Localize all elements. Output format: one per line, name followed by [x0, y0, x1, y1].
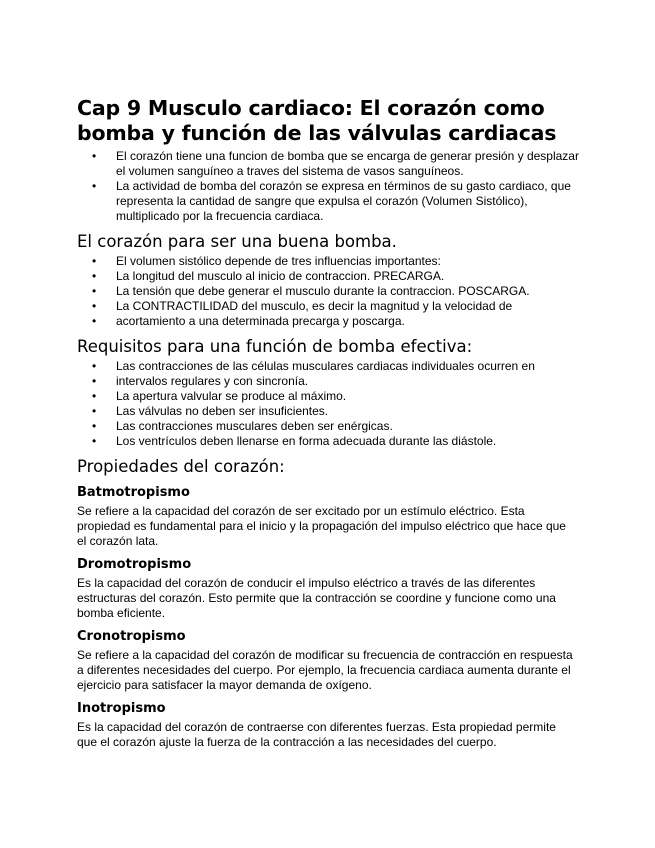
term-inotropismo: Inotropismo	[77, 701, 166, 716]
term-description: Se refiere a la capacidad del corazón de ser excitado por un estímulo eléctrico. Esta propiedad es fundamental para el inicio y la propagación del impulso eléctrico que hace que el corazón lata.	[77, 504, 566, 548]
term-description: Es la capacidad del corazón de conducir el impulso eléctrico a través de las diferentes estructuras del corazón. Esto permite que la contracción se coordine y funcione como una bomba eficiente.	[77, 576, 556, 620]
list-item: • acortamiento a una determinada precarga y poscarga.	[77, 314, 584, 329]
list-item: • Las contracciones de las células musculares cardiacas individuales ocurren en	[77, 359, 584, 374]
list-item: • Las válvulas no deben ser insuficientes.	[77, 404, 584, 419]
page-title: Cap 9 Musculo cardiaco: El corazón como bomba y función de las válvulas cardiacas	[77, 96, 557, 145]
list-item: • La tensión que debe generar el musculo durante la contraccion. POSCARGA.	[77, 284, 584, 299]
list-item: • El volumen sistólico depende de tres influencias importantes:	[77, 254, 584, 269]
list-item: • La longitud del musculo al inicio de contraccion. PRECARGA.	[77, 269, 584, 284]
section-heading-requisitos: Requisitos para una función de bomba efectiva:	[77, 337, 473, 356]
list-item: • La apertura valvular se produce al máximo.	[77, 389, 584, 404]
list-item: • El corazón tiene una funcion de bomba que se encarga de generar presión y desplazar el volumen sanguíneo a traves del sistema de vasos sanguíneos.	[77, 149, 584, 179]
term-dromotropismo: Dromotropismo	[77, 557, 192, 572]
list-item: • La CONTRACTILIDAD del musculo, es decir la magnitud y la velocidad de	[77, 299, 584, 314]
list-item: • La actividad de bomba del corazón se expresa en términos de su gasto cardiaco, que representa la cantidad de sangre que expulsa el corazón (Volumen Sistólico), multiplicado por la frecuencia cardiaca.	[77, 179, 584, 224]
list-item: • Las contracciones musculares deben ser enérgicas.	[77, 419, 584, 434]
list-item: • Los ventrículos deben llenarse en forma adecuada durante las diástole.	[77, 434, 584, 449]
section-heading-propiedades: Propiedades del corazón:	[77, 457, 285, 476]
term-batmotropismo: Batmotropismo	[77, 485, 190, 500]
intro-list	[77, 149, 583, 224]
term-description: Es la capacidad del corazón de contraerse con diferentes fuerzas. Esta propiedad permite que el corazón ajuste la fuerza de la contracción a las necesidades del cuerpo.	[77, 720, 556, 749]
requisitos-list	[77, 359, 583, 449]
list-item: • intervalos regulares y con sincronía.	[77, 374, 584, 389]
term-cronotropismo: Cronotropismo	[77, 629, 186, 644]
bomba-list	[77, 254, 583, 329]
section-heading-bomba: El corazón para ser una buena bomba.	[77, 232, 397, 251]
term-description: Se refiere a la capacidad del corazón de modificar su frecuencia de contracción en respuesta a diferentes necesidades del cuerpo. Por ejemplo, la frecuencia cardiaca aumenta durante el ejercicio para satisfacer la mayor demanda de oxígeno.	[77, 648, 573, 692]
